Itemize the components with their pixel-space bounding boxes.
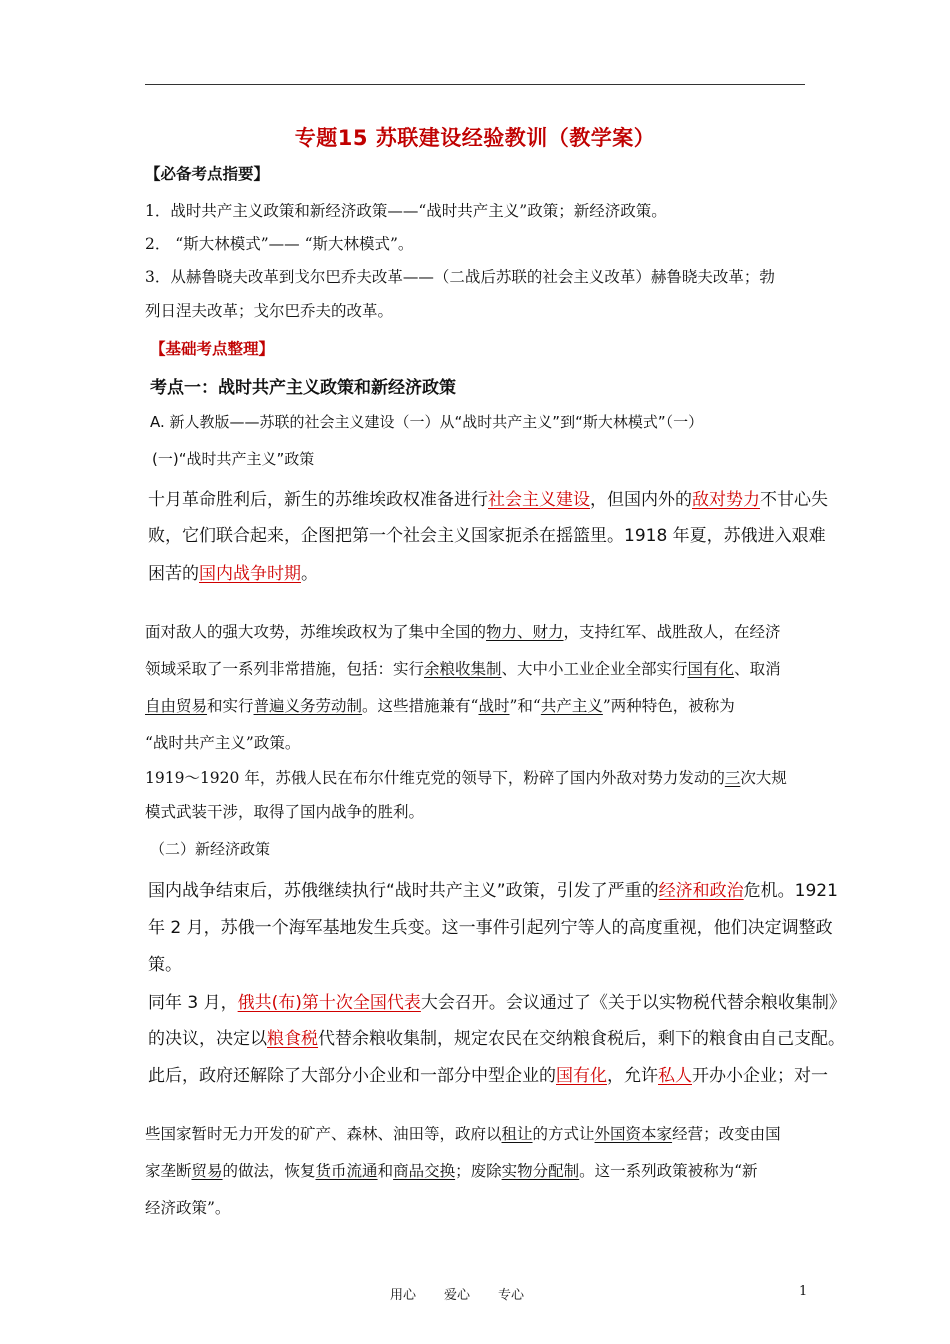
p4-line-3: 策。 — [148, 955, 182, 975]
p5-line-1: 些国家暂时无力开发的矿产、森林、油田等，政府以租让的方式让外国资本家经营；改变由国 — [145, 1125, 781, 1143]
p5-line-2: 家垄断贸易的做法，恢复货币流通和商品交换；废除实物分配制。这一系列政策被称为“新 — [145, 1162, 758, 1180]
required-item-3-cont: 列日涅夫改革；戈尔巴乔夫的改革。 — [145, 302, 394, 320]
p2-line-3: 自由贸易和实行普遍义务劳动制。这些措施兼有“战时”和“共产主义”两种特色，被称为 — [145, 697, 735, 715]
p4-line-1: 国内战争结束后，苏俄继续执行“战时共产主义”政策，引发了严重的经济和政治危机。1921 — [148, 881, 838, 901]
p4-line-2: 年 2 月，苏俄一个海军基地发生兵变。这一事件引起列宁等人的高度重视，他们决定调整政 — [148, 918, 833, 938]
required-item-3: 3．从赫鲁晓夫改革到戈尔巴乔夫改革——（二战后苏联的社会主义改革）赫鲁晓夫改革；勃 — [145, 268, 775, 286]
p2-line-1: 面对敌人的强大攻势，苏维埃政权为了集中全国的物力、财力，支持红军、战胜敌人，在经济 — [145, 623, 781, 641]
required-item-1: 1．战时共产主义政策和新经济政策——“战时共产主义”政策；新经济政策。 — [145, 202, 667, 220]
p2-line-4: “战时共产主义”政策。 — [145, 734, 301, 752]
source-line: A. 新人教版——苏联的社会主义建设（一）从“战时共产主义”到“斯大林模式”（一） — [150, 413, 704, 431]
subheading-war-communism: (一)“战时共产主义”政策 — [152, 450, 315, 468]
footer-motto-1: 用心 — [390, 1288, 417, 1303]
p1-line-1: 十月革命胜利后，新生的苏维埃政权准备进行社会主义建设，但国内外的敌对势力不甘心失 — [148, 490, 828, 510]
section-basic-heading: 【基础考点整理】 — [150, 340, 275, 358]
section-required-heading: 【必备考点指要】 — [145, 165, 270, 183]
p3-line-2: 模式武装干涉，取得了国内战争的胜利。 — [145, 803, 425, 821]
subheading-nep: （二）新经济政策 — [150, 840, 271, 858]
p1-line-3: 困苦的国内战争时期。 — [148, 564, 318, 584]
footer-motto-2: 爱心 — [444, 1288, 471, 1303]
page-number: 1 — [799, 1284, 808, 1299]
p4-line-6: 此后，政府还解除了大部分小企业和一部分中型企业的国有化，允许私人开办小企业；对一 — [148, 1066, 828, 1086]
footer-motto-3: 专心 — [498, 1288, 525, 1303]
header-rule — [145, 84, 805, 85]
p1-line-2: 败，它们联合起来，企图把第一个社会主义国家扼杀在摇篮里。1918 年夏，苏俄进入艰难 — [148, 526, 826, 546]
p2-line-2: 领域采取了一系列非常措施，包括：实行余粮收集制、大中小工业企业全部实行国有化、取消 — [145, 660, 781, 678]
p4-line-4: 同年 3 月，俄共(布)第十次全国代表大会召开。会议通过了《关于以实物税代替余粮收集制》 — [148, 993, 846, 1013]
page-title: 专题15 苏联建设经验教训（教学案） — [294, 126, 656, 150]
p3-line-1: 1919～1920 年，苏俄人民在布尔什维克党的领导下，粉碎了国内外敌对势力发动的三次大规 — [145, 769, 787, 787]
p5-line-3: 经济政策”。 — [145, 1199, 231, 1217]
footer-motto — [390, 1284, 552, 1303]
required-item-2: 2． “斯大林模式”—— “斯大林模式”。 — [145, 235, 414, 253]
point1-heading: 考点一：战时共产主义政策和新经济政策 — [150, 378, 456, 398]
p4-line-5: 的决议，决定以粮食税代替余粮收集制，规定农民在交纳粮食税后，剩下的粮食由自己支配。 — [148, 1029, 845, 1049]
